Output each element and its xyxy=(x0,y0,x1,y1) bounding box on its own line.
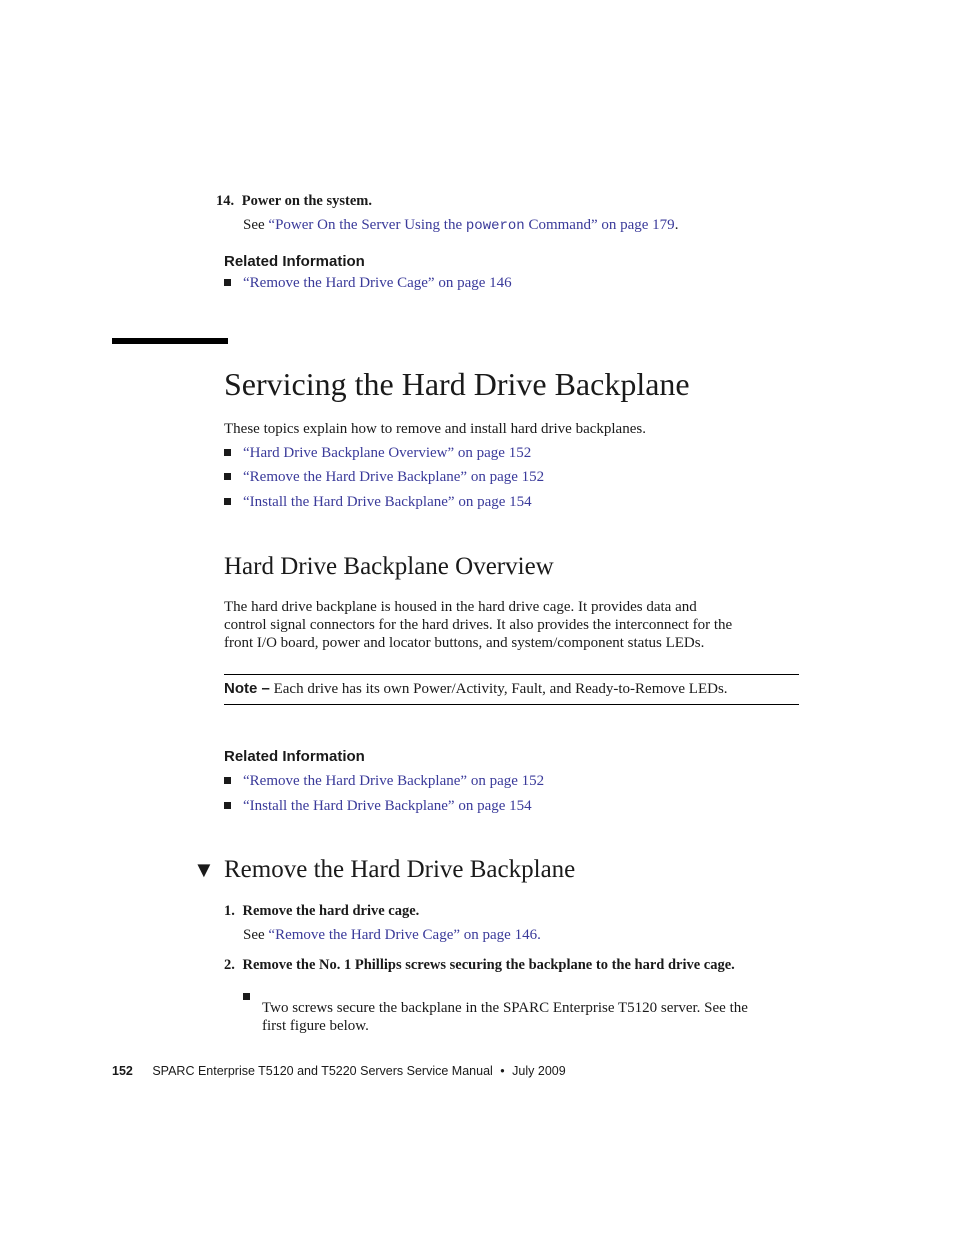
step-14 xyxy=(216,193,372,210)
footer xyxy=(112,1064,566,1078)
bullet-icon xyxy=(224,449,231,456)
list-item xyxy=(224,797,532,815)
procedure-title: Remove the Hard Drive Backplane xyxy=(224,856,576,883)
section-intro: These topics explain how to remove and install hard drive backplanes. xyxy=(224,421,646,437)
see-suffix: . xyxy=(674,217,679,233)
bullet-line: first figure below. xyxy=(262,1018,369,1034)
step-text: Remove the hard drive cage. xyxy=(242,903,420,919)
related-info-heading: Related Information xyxy=(224,748,365,765)
list-item xyxy=(224,274,512,292)
step-text: Remove the No. 1 Phillips screws securing the backplane to the hard drive cage. xyxy=(242,957,735,973)
triangle-down-icon: ▼ xyxy=(193,857,215,882)
page-number: 152 xyxy=(112,1064,133,1078)
footer-title: SPARC Enterprise T5120 and T5220 Servers Service Manual xyxy=(152,1064,493,1078)
overview-heading: Hard Drive Backplane Overview xyxy=(224,553,554,580)
overview-paragraph xyxy=(224,598,804,652)
note-bottom-rule xyxy=(224,704,799,705)
install-backplane-link[interactable]: “Install the Hard Drive Backplane” on page 154 xyxy=(243,798,532,814)
step-number: 14. xyxy=(216,193,235,209)
list-item xyxy=(243,981,803,1035)
remove-backplane-link[interactable]: “Remove the Hard Drive Backplane” on page 152 xyxy=(243,469,545,485)
bullet-icon xyxy=(224,279,231,286)
step-14-see xyxy=(243,216,678,235)
list-item xyxy=(224,493,532,511)
overview-link[interactable]: “Hard Drive Backplane Overview” on page 152 xyxy=(243,445,532,461)
list-item xyxy=(224,468,544,486)
bullet-icon xyxy=(224,777,231,784)
install-backplane-link[interactable]: “Install the Hard Drive Backplane” on page 154 xyxy=(243,494,532,510)
bullet-icon xyxy=(224,498,231,505)
step-1-see xyxy=(243,926,541,944)
note xyxy=(224,680,728,698)
step-number: 1. xyxy=(224,903,235,919)
link-text[interactable]: Command” on page 179 xyxy=(524,217,675,233)
page-title: Servicing the Hard Drive Backplane xyxy=(224,366,690,402)
paragraph-line: control signal connectors for the hard drives. It also provides the interconnect for the xyxy=(224,617,733,633)
list-item xyxy=(224,444,531,462)
remove-cage-link[interactable]: “Remove the Hard Drive Cage” on page 146. xyxy=(268,927,541,943)
footer-date: July 2009 xyxy=(512,1064,566,1078)
see-prefix: See xyxy=(243,217,269,233)
note-top-rule xyxy=(224,674,799,675)
note-text: Each drive has its own Power/Activity, Fault, and Ready-to-Remove LEDs. xyxy=(269,681,728,697)
link-text[interactable]: “Power On the Server Using the xyxy=(268,217,466,233)
related-info-heading: Related Information xyxy=(224,253,365,270)
section-rule xyxy=(112,338,228,344)
step-text: Power on the system. xyxy=(241,193,372,209)
list-item xyxy=(224,772,544,790)
note-label: Note – xyxy=(224,680,270,697)
remove-backplane-link[interactable]: “Remove the Hard Drive Backplane” on page 152 xyxy=(243,773,545,789)
step-2 xyxy=(224,957,735,974)
poweron-code[interactable]: poweron xyxy=(465,218,525,234)
bullet-text xyxy=(262,999,803,1035)
bullet-icon xyxy=(224,802,231,809)
paragraph-line: The hard drive backplane is housed in the hard drive cage. It provides data and xyxy=(224,599,697,615)
footer-separator: • xyxy=(500,1064,505,1078)
see-prefix: See xyxy=(243,927,269,943)
step-number: 2. xyxy=(224,957,235,973)
remove-cage-link[interactable]: “Remove the Hard Drive Cage” on page 146 xyxy=(243,275,512,291)
bullet-line: Two screws secure the backplane in the SPARC Enterprise T5120 server. See the xyxy=(262,1000,748,1016)
bullet-icon xyxy=(224,473,231,480)
procedure-heading xyxy=(193,856,575,884)
power-on-link[interactable] xyxy=(268,217,674,233)
bullet-icon xyxy=(243,993,250,1000)
paragraph-line: front I/O board, power and locator buttons, and system/component status LEDs. xyxy=(224,635,705,651)
step-1 xyxy=(224,903,419,920)
